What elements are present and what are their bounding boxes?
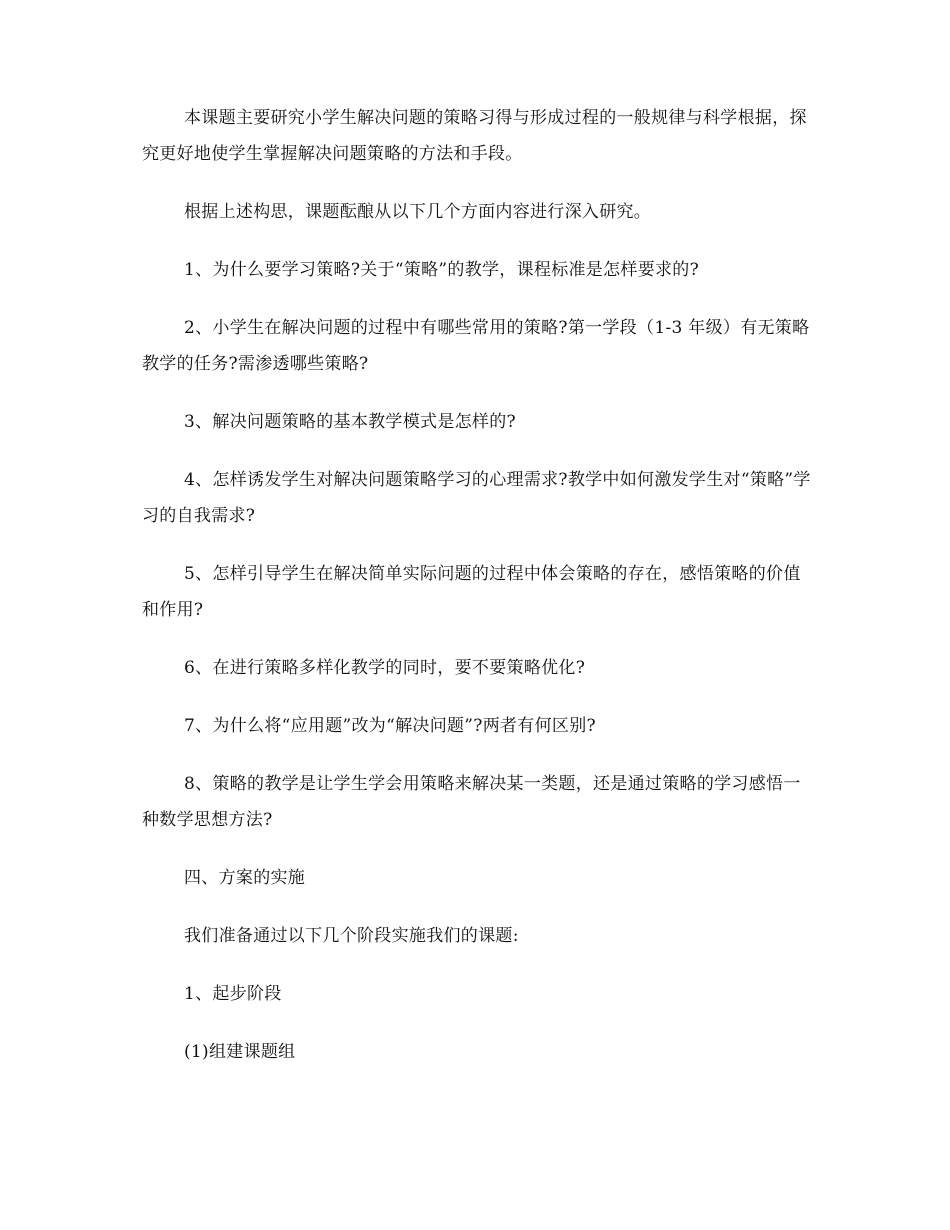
paragraph-question-4: 4、怎样诱发学生对解决问题策略学习的心理需求?教学中如何激发学生对“策略”学习的自我需求?: [142, 470, 811, 526]
paragraph-question-1: 1、为什么要学习策略?关于“策略”的教学，课程标准是怎样要求的?: [184, 260, 700, 280]
section-heading-implementation: 四、方案的实施: [184, 868, 306, 888]
paragraph-question-6: 6、在进行策略多样化教学的同时，要不要策略优化?: [184, 658, 586, 678]
paragraph-research-aspects: 根据上述构思，课题酝酿从以下几个方面内容进行深入研究。: [184, 202, 652, 222]
paragraph-research-focus: 本课题主要研究小学生解决问题的策略习得与形成过程的一般规律与科学根据，探究更好地使学生掌握解决问题策略的方法和手段。: [142, 108, 807, 164]
document-body: [142, 100, 812, 1092]
paragraph-question-8: 8、策略的教学是让学生学会用策略来解决某一类题，还是通过策略的学习感悟一种数学思想方法?: [142, 774, 801, 830]
paragraph-question-3: 3、解决问题策略的基本教学模式是怎样的?: [184, 412, 516, 432]
paragraph-stage-1: 1、起步阶段: [184, 984, 282, 1004]
paragraph-question-5: 5、怎样引导学生在解决简单实际问题的过程中体会策略的存在，感悟策略的价值和作用?: [142, 564, 801, 620]
paragraph-implementation-intro: 我们准备通过以下几个阶段实施我们的课题:: [184, 926, 519, 946]
paragraph-stage-1-item-1: (1)组建课题组: [184, 1042, 296, 1062]
paragraph-question-7: 7、为什么将“应用题”改为“解决问题”?两者有何区别?: [184, 716, 596, 736]
paragraph-question-2: 2、小学生在解决问题的过程中有哪些常用的策略?第一学段（1-3 年级）有无策略教学的任务?需渗透哪些策略?: [142, 318, 810, 374]
